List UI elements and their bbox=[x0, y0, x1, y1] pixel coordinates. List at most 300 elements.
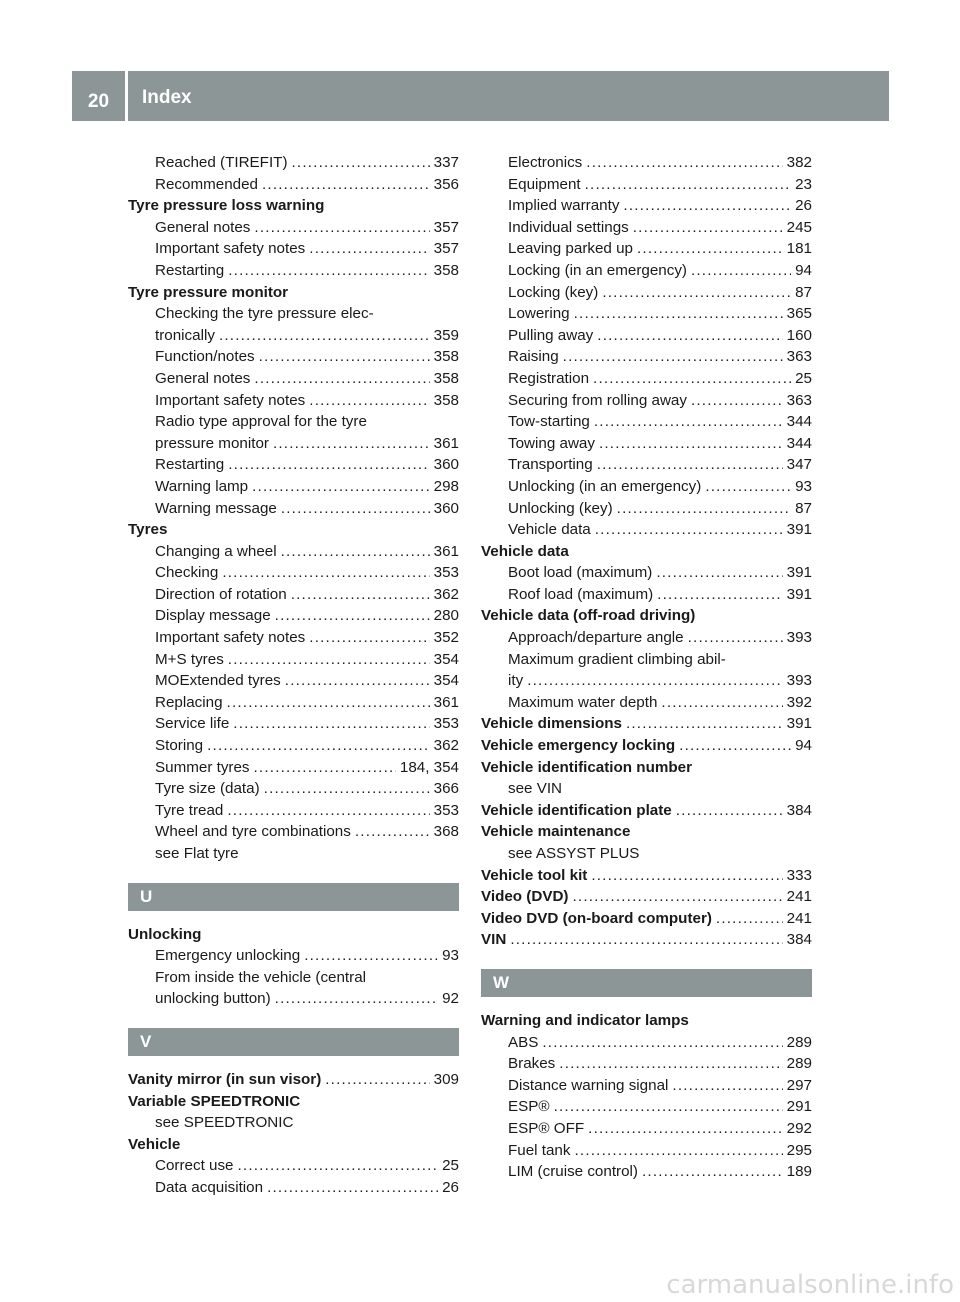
page-reference: 353 bbox=[433, 564, 459, 582]
index-entry bbox=[128, 476, 459, 498]
entry-text: Vehicle maintenance bbox=[481, 823, 631, 841]
page-reference: 384 bbox=[786, 801, 812, 819]
dot-leader bbox=[602, 282, 791, 304]
index-entry bbox=[128, 325, 459, 347]
entry-text: Equipment bbox=[508, 175, 581, 193]
entry-text: Boot load (maximum) bbox=[508, 564, 653, 582]
index-entry bbox=[481, 346, 812, 368]
index-entry bbox=[481, 303, 812, 325]
index-entry bbox=[128, 346, 459, 368]
entry-text: Registration bbox=[508, 369, 590, 387]
index-heading bbox=[128, 924, 459, 946]
dot-leader bbox=[222, 562, 429, 584]
entry-text: Variable SPEEDTRONIC bbox=[128, 1092, 301, 1110]
page-reference: 358 bbox=[433, 369, 459, 387]
dot-leader bbox=[267, 1177, 438, 1199]
dot-leader bbox=[252, 476, 430, 498]
dot-leader bbox=[593, 368, 791, 390]
entry-text: Important safety notes bbox=[155, 240, 306, 258]
dot-leader bbox=[597, 454, 783, 476]
page-reference: 362 bbox=[433, 737, 459, 755]
index-entry bbox=[128, 988, 459, 1010]
dot-leader bbox=[207, 735, 430, 757]
page-reference: 357 bbox=[433, 240, 459, 258]
entry-text: LIM (cruise control) bbox=[508, 1163, 638, 1181]
index-heading bbox=[481, 757, 812, 779]
page-reference: 368 bbox=[433, 823, 459, 841]
dot-leader bbox=[309, 390, 429, 412]
entry-text: Locking (key) bbox=[508, 283, 599, 301]
dot-leader bbox=[238, 1155, 439, 1177]
entry-text: Lowering bbox=[508, 305, 570, 323]
page-reference: 360 bbox=[433, 499, 459, 517]
dot-leader bbox=[586, 152, 782, 174]
index-entry bbox=[128, 1112, 459, 1134]
page-reference: 391 bbox=[786, 521, 812, 539]
entry-text: Important safety notes bbox=[155, 629, 306, 647]
page-reference: 23 bbox=[795, 175, 812, 193]
dot-leader bbox=[309, 238, 429, 260]
index-entry bbox=[481, 217, 812, 239]
page-reference: 93 bbox=[795, 477, 812, 495]
dot-leader bbox=[254, 368, 429, 390]
index-heading bbox=[481, 1010, 812, 1032]
index-entry bbox=[128, 390, 459, 412]
dot-leader bbox=[227, 800, 429, 822]
index-heading bbox=[481, 541, 812, 563]
index-entry bbox=[128, 945, 459, 967]
dot-leader bbox=[227, 692, 430, 714]
page-reference: 94 bbox=[795, 737, 812, 755]
index-entry bbox=[128, 1155, 459, 1177]
index-entry bbox=[481, 584, 812, 606]
page-reference: 393 bbox=[786, 672, 812, 690]
index-entry bbox=[481, 1140, 812, 1162]
index-entry bbox=[128, 498, 459, 520]
page-title: Index bbox=[128, 71, 889, 121]
index-entry bbox=[128, 967, 459, 989]
dot-leader bbox=[679, 735, 791, 757]
index-entry bbox=[128, 735, 459, 757]
page-reference: 333 bbox=[786, 866, 812, 884]
page-reference: 93 bbox=[442, 947, 459, 965]
page-reference: 298 bbox=[433, 477, 459, 495]
dot-leader bbox=[642, 1161, 783, 1183]
page-reference: 382 bbox=[786, 154, 812, 171]
entry-text: Tyre pressure loss warning bbox=[128, 197, 325, 215]
page-reference: 358 bbox=[433, 261, 459, 279]
page-reference: 25 bbox=[795, 369, 812, 387]
index-entry bbox=[481, 195, 812, 217]
entry-text: Video DVD (on-board computer) bbox=[481, 909, 712, 927]
entry-text: Fuel tank bbox=[508, 1141, 571, 1159]
entry-text: Emergency unlocking bbox=[155, 947, 301, 965]
entry-text: tronically bbox=[155, 326, 215, 344]
dot-leader bbox=[594, 411, 783, 433]
dot-leader bbox=[716, 908, 783, 930]
page-reference: 391 bbox=[786, 585, 812, 603]
dot-leader bbox=[309, 627, 429, 649]
index-entry bbox=[481, 325, 812, 347]
dot-leader bbox=[228, 649, 430, 671]
page-reference: 181 bbox=[786, 240, 812, 258]
page-reference: 360 bbox=[433, 456, 459, 474]
entry-text: Changing a wheel bbox=[155, 542, 277, 560]
entry-text: Summer tyres bbox=[155, 758, 250, 776]
page-reference: 391 bbox=[786, 715, 812, 733]
entry-text: Transporting bbox=[508, 456, 593, 474]
entry-text: Correct use bbox=[155, 1157, 234, 1175]
entry-text: Video (DVD) bbox=[481, 888, 569, 906]
entry-text: Storing bbox=[155, 737, 204, 755]
dot-leader bbox=[633, 217, 783, 239]
page-number: 20 bbox=[72, 71, 125, 121]
dot-leader bbox=[623, 195, 791, 217]
entry-text: Unlocking (key) bbox=[508, 499, 613, 517]
entry-text: From inside the vehicle (central bbox=[155, 968, 367, 986]
dot-leader bbox=[275, 605, 430, 627]
entry-text: Vehicle identification number bbox=[481, 758, 692, 776]
page-reference: 297 bbox=[786, 1076, 812, 1094]
index-entry bbox=[128, 411, 459, 433]
entry-text: MOExtended tyres bbox=[155, 672, 281, 690]
entry-text: Leaving parked up bbox=[508, 240, 633, 258]
index-entry bbox=[481, 1118, 812, 1140]
index-column-right bbox=[481, 152, 812, 1183]
index-entry bbox=[481, 627, 812, 649]
index-entry bbox=[128, 238, 459, 260]
dot-leader bbox=[304, 945, 438, 967]
page-reference: 353 bbox=[433, 801, 459, 819]
entry-text: Warning message bbox=[155, 499, 277, 517]
index-heading bbox=[481, 821, 812, 843]
dot-leader bbox=[691, 260, 791, 282]
entry-text: Vehicle tool kit bbox=[481, 866, 588, 884]
page-reference: 87 bbox=[795, 283, 812, 301]
page-reference: 291 bbox=[786, 1098, 812, 1116]
entry-text: Locking (in an emergency) bbox=[508, 261, 687, 279]
entry-text: Tyre pressure monitor bbox=[128, 283, 289, 301]
page-reference: 280 bbox=[433, 607, 459, 625]
entry-text: Vehicle emergency locking bbox=[481, 737, 676, 755]
page-reference: 184, 354 bbox=[399, 758, 459, 776]
page-reference: 354 bbox=[433, 672, 459, 690]
dot-leader bbox=[574, 303, 783, 325]
index-entry bbox=[481, 1161, 812, 1183]
page-reference: 289 bbox=[786, 1055, 812, 1073]
index-entry bbox=[128, 217, 459, 239]
page-reference: 92 bbox=[442, 990, 459, 1008]
entry-text: Warning lamp bbox=[155, 477, 249, 495]
index-entry bbox=[481, 649, 812, 671]
index-heading bbox=[481, 929, 812, 951]
page-reference: 353 bbox=[433, 715, 459, 733]
entry-text: Display message bbox=[155, 607, 271, 625]
entry-text: see Flat tyre bbox=[155, 845, 239, 862]
index-heading bbox=[481, 735, 812, 757]
entry-text: Brakes bbox=[508, 1055, 556, 1073]
entry-text: Vanity mirror (in sun visor) bbox=[128, 1070, 322, 1088]
page-reference: 362 bbox=[433, 585, 459, 603]
dot-leader bbox=[542, 1032, 782, 1054]
page-reference: 309 bbox=[433, 1070, 459, 1088]
dot-leader bbox=[626, 713, 783, 735]
dot-leader bbox=[291, 584, 430, 606]
entry-text: Pulling away bbox=[508, 326, 594, 344]
index-entry bbox=[128, 303, 459, 325]
page-reference: 189 bbox=[786, 1163, 812, 1181]
index-column-left bbox=[128, 152, 459, 1199]
entry-text: Securing from rolling away bbox=[508, 391, 687, 409]
page-reference: 245 bbox=[786, 218, 812, 236]
index-entry bbox=[128, 605, 459, 627]
page-reference: 391 bbox=[786, 564, 812, 582]
dot-leader bbox=[661, 692, 782, 714]
page-reference: 295 bbox=[786, 1141, 812, 1159]
page-reference: 289 bbox=[786, 1033, 812, 1051]
index-entry bbox=[481, 562, 812, 584]
index-heading bbox=[128, 1069, 459, 1091]
entry-text: Checking bbox=[155, 564, 219, 582]
dot-leader bbox=[275, 988, 438, 1010]
dot-leader bbox=[597, 325, 782, 347]
entry-text: Tow-starting bbox=[508, 413, 590, 431]
index-entry bbox=[481, 498, 812, 520]
index-entry bbox=[481, 1096, 812, 1118]
page-reference: 352 bbox=[433, 629, 459, 647]
index-heading bbox=[128, 282, 459, 304]
entry-text: ESP® OFF bbox=[508, 1119, 585, 1137]
index-heading bbox=[481, 908, 812, 930]
entry-text: Data acquisition bbox=[155, 1178, 264, 1196]
entry-text: Unlocking bbox=[128, 925, 202, 943]
page-header bbox=[72, 71, 889, 121]
entry-text: Individual settings bbox=[508, 218, 629, 236]
entry-text: Replacing bbox=[155, 693, 223, 711]
entry-text: VIN bbox=[481, 931, 507, 949]
index-entry bbox=[481, 1032, 812, 1054]
index-entry bbox=[481, 1053, 812, 1075]
page-reference: 361 bbox=[433, 542, 459, 560]
dot-leader bbox=[637, 238, 783, 260]
index-heading bbox=[128, 519, 459, 541]
index-heading bbox=[128, 1134, 459, 1156]
index-entry bbox=[481, 368, 812, 390]
section-letter: V bbox=[128, 1028, 459, 1056]
index-heading bbox=[128, 1091, 459, 1113]
dot-leader bbox=[554, 1096, 783, 1118]
dot-leader bbox=[617, 498, 791, 520]
dot-leader bbox=[527, 670, 782, 692]
entry-text: see VIN bbox=[508, 780, 563, 798]
entry-text: ESP® bbox=[508, 1098, 550, 1116]
index-entry bbox=[481, 238, 812, 260]
page-reference: 292 bbox=[786, 1119, 812, 1137]
index-entry bbox=[128, 433, 459, 455]
index-entry bbox=[481, 433, 812, 455]
page-reference: 361 bbox=[433, 693, 459, 711]
index-heading bbox=[481, 713, 812, 735]
dot-leader bbox=[585, 174, 791, 196]
entry-text: Roof load (maximum) bbox=[508, 585, 654, 603]
entry-text: Electronics bbox=[508, 154, 583, 171]
dot-leader bbox=[273, 433, 430, 455]
index-entry bbox=[128, 174, 459, 196]
index-entry bbox=[128, 260, 459, 282]
entry-text: Tyres bbox=[128, 521, 168, 539]
entry-text: Implied warranty bbox=[508, 197, 620, 215]
page-reference: 347 bbox=[786, 456, 812, 474]
entry-text: see ASSYST PLUS bbox=[508, 845, 640, 862]
dot-leader bbox=[656, 562, 782, 584]
page-reference: 25 bbox=[442, 1157, 459, 1175]
page-reference: 358 bbox=[433, 348, 459, 366]
entry-text: Distance warning signal bbox=[508, 1076, 669, 1094]
page-reference: 160 bbox=[786, 326, 812, 344]
index-entry bbox=[128, 843, 459, 865]
entry-text: Vehicle data (off-road driving) bbox=[481, 607, 696, 625]
dot-leader bbox=[599, 433, 783, 455]
index-entry bbox=[481, 670, 812, 692]
page-reference: 363 bbox=[786, 391, 812, 409]
dot-leader bbox=[705, 476, 791, 498]
index-heading bbox=[128, 195, 459, 217]
page-reference: 94 bbox=[795, 261, 812, 279]
dot-leader bbox=[292, 152, 430, 174]
entry-text: see SPEEDTRONIC bbox=[155, 1114, 294, 1132]
index-entry bbox=[128, 757, 459, 779]
entry-text: ABS bbox=[508, 1033, 539, 1051]
index-entry bbox=[128, 800, 459, 822]
page-reference: 354 bbox=[433, 650, 459, 668]
index-entry bbox=[481, 260, 812, 282]
dot-leader bbox=[228, 454, 429, 476]
dot-leader bbox=[657, 584, 782, 606]
entry-text: Service life bbox=[155, 715, 230, 733]
entry-text: General notes bbox=[155, 369, 251, 387]
index-heading bbox=[481, 865, 812, 887]
dot-leader bbox=[559, 1053, 782, 1075]
dot-leader bbox=[254, 757, 396, 779]
entry-text: Tyre size (data) bbox=[155, 780, 260, 798]
dot-leader bbox=[254, 217, 429, 239]
entry-text: Reached (TIREFIT) bbox=[155, 154, 288, 171]
dot-leader bbox=[672, 1075, 782, 1097]
page-reference: 357 bbox=[433, 218, 459, 236]
index-entry bbox=[481, 843, 812, 865]
dot-leader bbox=[281, 541, 430, 563]
page-reference: 393 bbox=[786, 629, 812, 647]
index-entry bbox=[481, 519, 812, 541]
index-entry bbox=[128, 713, 459, 735]
entry-text: unlocking button) bbox=[155, 990, 271, 1008]
entry-text: Maximum gradient climbing abil- bbox=[508, 650, 726, 668]
page-reference: 356 bbox=[433, 175, 459, 193]
page-reference: 361 bbox=[433, 434, 459, 452]
dot-leader bbox=[563, 346, 783, 368]
entry-text: Vehicle identification plate bbox=[481, 801, 672, 819]
index-entry bbox=[481, 778, 812, 800]
dot-leader bbox=[233, 713, 429, 735]
entry-text: Approach/departure angle bbox=[508, 629, 684, 647]
dot-leader bbox=[325, 1069, 429, 1091]
entry-text: M+S tyres bbox=[155, 650, 224, 668]
entry-text: Vehicle data bbox=[508, 521, 591, 539]
index-entry bbox=[481, 454, 812, 476]
page-reference: 26 bbox=[442, 1178, 459, 1196]
entry-text: Checking the tyre pressure elec- bbox=[155, 305, 374, 323]
entry-text: Unlocking (in an emergency) bbox=[508, 477, 702, 495]
section-letter: W bbox=[481, 969, 812, 997]
entry-text: Recommended bbox=[155, 175, 258, 193]
index-entry bbox=[128, 368, 459, 390]
page-reference: 365 bbox=[786, 305, 812, 323]
index-entry bbox=[481, 174, 812, 196]
dot-leader bbox=[510, 929, 782, 951]
page-reference: 344 bbox=[786, 413, 812, 431]
entry-text: Vehicle bbox=[128, 1135, 181, 1153]
page-reference: 384 bbox=[786, 931, 812, 949]
index-entry bbox=[128, 821, 459, 843]
dot-leader bbox=[595, 519, 783, 541]
index-entry bbox=[128, 454, 459, 476]
dot-leader bbox=[259, 346, 430, 368]
index-entry bbox=[481, 476, 812, 498]
page-reference: 392 bbox=[786, 693, 812, 711]
entry-text: Vehicle data bbox=[481, 542, 569, 560]
dot-leader bbox=[262, 174, 430, 196]
index-entry bbox=[128, 627, 459, 649]
dot-leader bbox=[691, 390, 783, 412]
page-reference: 337 bbox=[433, 154, 459, 171]
entry-text: Towing away bbox=[508, 434, 595, 452]
entry-text: ity bbox=[508, 672, 524, 690]
entry-text: Wheel and tyre combinations bbox=[155, 823, 351, 841]
dot-leader bbox=[228, 260, 429, 282]
entry-text: Function/notes bbox=[155, 348, 255, 366]
entry-text: pressure monitor bbox=[155, 434, 269, 452]
index-entry bbox=[481, 152, 812, 174]
index-entry bbox=[128, 778, 459, 800]
index-entry bbox=[128, 584, 459, 606]
page-reference: 363 bbox=[786, 348, 812, 366]
entry-text: Tyre tread bbox=[155, 801, 224, 819]
dot-leader bbox=[355, 821, 430, 843]
entry-text: General notes bbox=[155, 218, 251, 236]
dot-leader bbox=[281, 498, 430, 520]
index-entry bbox=[128, 562, 459, 584]
dot-leader bbox=[285, 670, 430, 692]
index-entry bbox=[481, 411, 812, 433]
entry-text: Restarting bbox=[155, 456, 225, 474]
dot-leader bbox=[676, 800, 783, 822]
index-entry bbox=[128, 541, 459, 563]
index-heading bbox=[481, 886, 812, 908]
index-entry bbox=[481, 282, 812, 304]
page-reference: 241 bbox=[786, 909, 812, 927]
entry-text: Important safety notes bbox=[155, 391, 306, 409]
dot-leader bbox=[572, 886, 782, 908]
index-heading bbox=[481, 800, 812, 822]
dot-leader bbox=[688, 627, 783, 649]
section-letter: U bbox=[128, 883, 459, 911]
index-entry bbox=[481, 390, 812, 412]
page-reference: 359 bbox=[433, 326, 459, 344]
index-entry bbox=[128, 692, 459, 714]
index-entry bbox=[128, 152, 459, 174]
entry-text: Restarting bbox=[155, 261, 225, 279]
page-reference: 87 bbox=[795, 499, 812, 517]
